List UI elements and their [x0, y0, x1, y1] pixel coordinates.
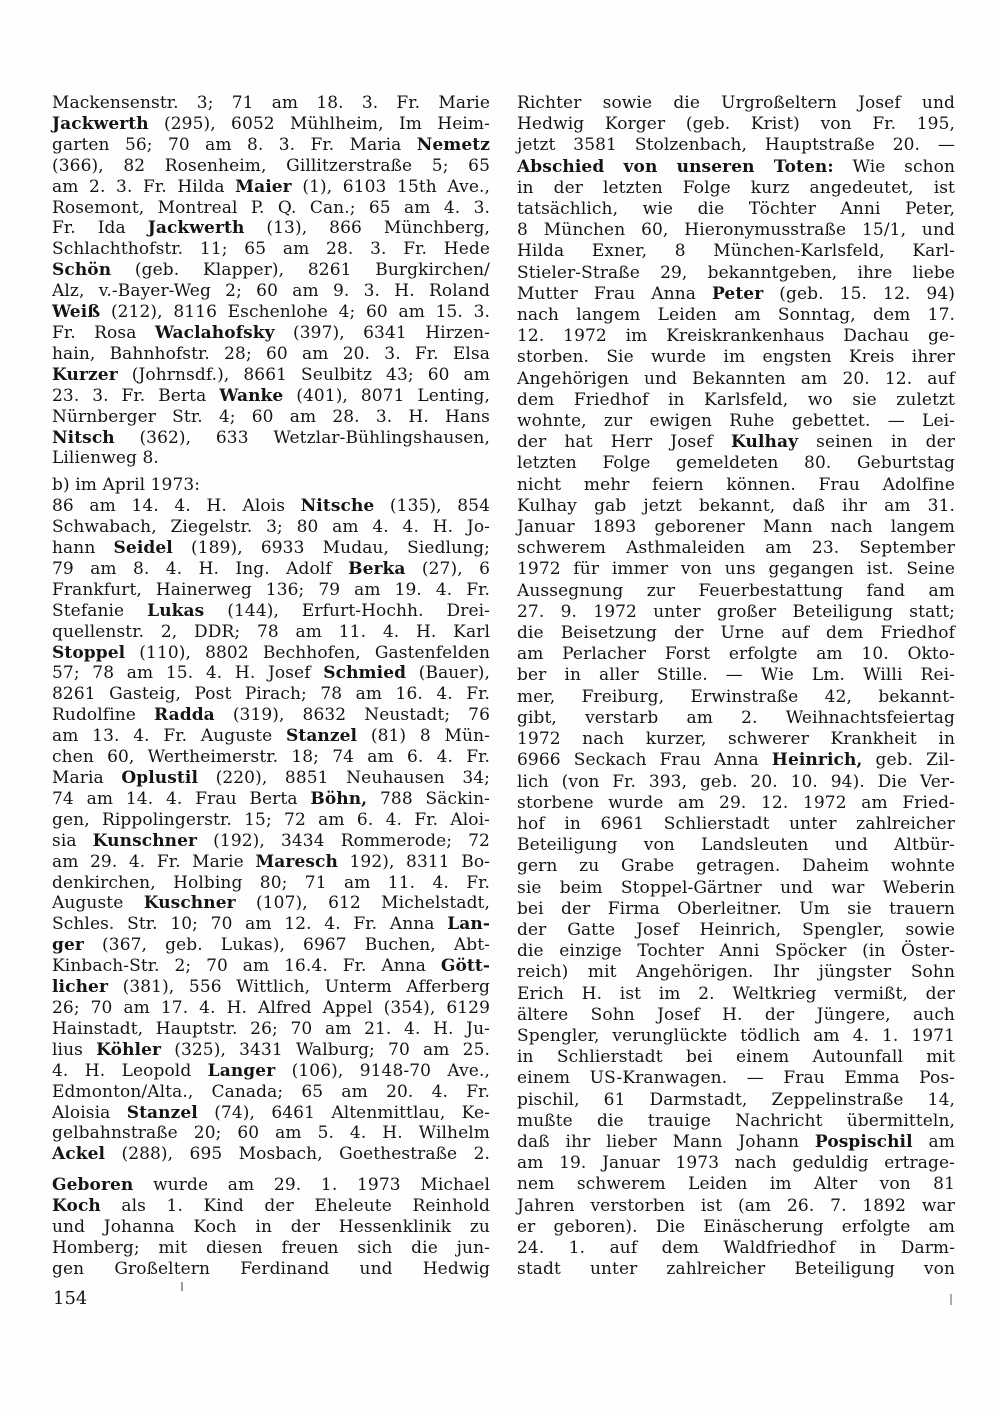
- text-line: Januar 1893 geborener Mann nach langem: [517, 517, 955, 538]
- text-line: lius Köhler (325), 3431 Walburg; 70 am 25.: [52, 1039, 491, 1060]
- text-line: Aussegnung zur Feuerbestattung fand am: [517, 580, 955, 601]
- text-line: Stoppel (110), 8802 Bechhofen, Gastenfelden: [52, 642, 490, 663]
- text-line: Spengler, verunglückte tödlich am 4. 1. 1971: [517, 1025, 955, 1046]
- text-line: jetzt 3581 Stolzenbach, Hauptstraße 20. —: [517, 135, 955, 156]
- text-line: Schlachthofstr. 11; 65 am 28. 3. Fr. Hede: [52, 239, 490, 260]
- text-line: der hat Herr Josef Kulhay seinen in der: [517, 432, 955, 453]
- text-line: Nürnberger Str. 4; 60 am 28. 3. H. Hans: [52, 406, 490, 427]
- text-line: am 29. 4. Fr. Marie Maresch 192), 8311 Bo-: [52, 851, 491, 872]
- text-line: Jahren verstorben ist (am 26. 7. 1892 war: [517, 1195, 955, 1216]
- text-line: Homberg; mit diesen freuen sich die jun-: [52, 1237, 490, 1258]
- text-line: Angehörigen und Bekannten am 20. 12. auf: [517, 368, 955, 389]
- text-line: nach langem Leiden am Sonntag, dem 17.: [517, 305, 955, 326]
- text-line: pischil, 61 Darmstadt, Zeppelinstraße 14,: [517, 1089, 955, 1110]
- text-line: Frankfurt, Hainerweg 136; 79 am 19. 4. Fr.: [52, 579, 490, 600]
- text-line: mußte die trauige Nachricht übermitteln,: [517, 1110, 955, 1131]
- text-line: Auguste Kuschner (107), 612 Michelstadt,: [52, 893, 490, 914]
- scan-artifact: [181, 1282, 183, 1291]
- text-line: Beteiligung von Landsleuten und Altbür-: [517, 835, 955, 856]
- text-line: Alz, v.-Bayer-Weg 2; 60 am 9. 3. H. Roland: [52, 281, 490, 302]
- text-line: wohnte, zur ewigen Ruhe gebettet. — Lei-: [517, 411, 955, 432]
- paragraph: [517, 93, 955, 1280]
- right-column: [517, 93, 955, 1280]
- text-line: Abschied von unseren Toten: Wie schon: [517, 156, 955, 177]
- text-line: Fr. Ida Jackwerth (13), 866 Münchberg,: [52, 218, 490, 239]
- text-line: Lilienweg 8.: [52, 448, 159, 469]
- text-line: Kinbach-Str. 2; 70 am 16.4. Fr. Anna Gött-: [52, 956, 490, 977]
- text-line: am 13. 4. Fr. Auguste Stanzel (81) 8 Mün-: [52, 726, 490, 747]
- text-line: storben. Sie wurde im engsten Kreis ihrer: [517, 347, 955, 368]
- text-line: Kulhay gab jetzt bekannt, daß ihr am 31.: [517, 495, 955, 516]
- left-column: [52, 93, 490, 1280]
- text-line: 8 München 60, Hieronymusstraße 15/1, und: [517, 220, 955, 241]
- text-line: Richter sowie die Urgroßeltern Josef und: [517, 93, 955, 113]
- text-line: 74 am 14. 4. Frau Berta Böhn, 788 Säckin-: [52, 788, 490, 809]
- text-line: nem schwerem Leiden im Alter von 81: [517, 1174, 955, 1195]
- text-line: Ackel (288), 695 Mosbach, Goethestraße 2.: [52, 1144, 490, 1165]
- text-line: gen, Rippolingerstr. 15; 72 am 6. 4. Fr. Aloi-: [52, 809, 490, 830]
- text-line: dem Friedhof in Karlsfeld, wo sie zuletzt: [517, 389, 955, 410]
- text-line: mer, Freiburg, Erwinstraße 42, bekannt-: [517, 686, 955, 707]
- text-line: die einzige Tochter Anni Spöcker (in Öster-: [517, 941, 955, 962]
- text-line: Hilda Exner, 8 München-Karlsfeld, Karl-: [517, 241, 955, 262]
- text-line: 6966 Seckach Frau Anna Heinrich, geb. Zil-: [517, 750, 955, 771]
- text-line: gern zu Grabe getragen. Daheim wohnte: [517, 856, 955, 877]
- text-line: hain, Bahnhofstr. 28; 60 am 20. 3. Fr. Elsa: [52, 343, 490, 364]
- text-line: Maria Oplustil (220), 8851 Neuhausen 34;: [52, 768, 490, 788]
- text-line: Fr. Rosa Waclahofsky (397), 6341 Hirzen-: [52, 322, 490, 343]
- text-line: Hedwig Korger (geb. Krist) von Fr. 195,: [517, 114, 955, 135]
- text-line: schwerem Asthmaleiden am 23. September: [517, 538, 955, 559]
- text-line: einem US-Kranwagen. — Frau Emma Pos-: [517, 1068, 955, 1089]
- text-line: denkirchen, Holbing 80; 71 am 11. 4. Fr.: [52, 872, 490, 893]
- text-line: bei der Firma Oberleitner. Um sie trauern: [517, 898, 955, 919]
- text-line: 26; 70 am 17. 4. H. Alfred Appel (354), 6129: [52, 997, 490, 1018]
- text-line: Rosemont, Montreal P. Q. Can.; 65 am 4. 3.: [52, 197, 490, 218]
- text-line: chen 60, Wertheimerstr. 18; 74 am 6. 4. Fr.: [52, 747, 490, 768]
- paragraph: [52, 93, 490, 469]
- text-line: sia Kunschner (192), 3434 Rommerode; 72: [52, 830, 490, 851]
- paragraph: [52, 496, 490, 1165]
- text-line: 24. 1. auf dem Waldfriedhof in Darm-: [517, 1237, 955, 1258]
- text-line: gen Großeltern Ferdinand und Hedwig: [52, 1258, 490, 1279]
- text-line: in der letzten Folge kurz angedeutet, ist: [517, 177, 955, 198]
- text-line: Koch als 1. Kind der Eheleute Reinhold: [52, 1196, 490, 1217]
- text-line: ger (367, geb. Lukas), 6967 Buchen, Abt-: [52, 935, 490, 956]
- text-line: Geboren wurde am 29. 1. 1973 Michael: [52, 1175, 490, 1196]
- text-line: Schles. Str. 10; 70 am 12. 4. Fr. Anna Lan-: [52, 914, 490, 935]
- text-line: Stefanie Lukas (144), Erfurt-Hochh. Drei-: [52, 600, 491, 621]
- text-line: Aloisia Stanzel (74), 6461 Altenmittlau, Ke-: [52, 1102, 490, 1123]
- text-line: b) im April 1973:: [52, 475, 201, 496]
- text-line: 86 am 14. 4. H. Alois Nitsche (135), 854: [52, 496, 490, 517]
- text-line: 79 am 8. 4. H. Ing. Adolf Berka (27), 6: [52, 558, 490, 579]
- text-line: daß ihr lieber Mann Johann Pospischil am: [517, 1131, 955, 1152]
- text-line: am 2. 3. Fr. Hilda Maier (1), 6103 15th Ave.,: [52, 176, 490, 197]
- text-line: storbene wurde am 29. 12. 1972 am Fried-: [517, 792, 955, 813]
- text-line: lich (von Fr. 393, geb. 20. 10. 94). Die Ver-: [517, 771, 955, 792]
- text-line: Hainstadt, Hauptstr. 26; 70 am 21. 4. H. Ju-: [52, 1018, 490, 1039]
- text-line: hof in 6961 Schlierstadt unter zahlreicher: [517, 813, 955, 834]
- text-line: 8261 Gasteig, Post Pirach; 78 am 16. 4. Fr.: [52, 684, 490, 705]
- text-line: Nitsch (362), 633 Wetzlar-Bühlingshausen,: [52, 427, 490, 448]
- text-line: reich) mit Angehörigen. Ihr jüngster Sohn: [517, 962, 955, 983]
- text-line: sie beim Stoppel-Gärtner und war Weberin: [517, 877, 955, 898]
- text-line: 27. 9. 1972 unter großer Beteiligung statt;: [517, 601, 955, 622]
- text-line: gibt, verstarb am 2. Weihnachtsfeiertag: [517, 707, 955, 728]
- text-line: ber in aller Stille. — Wie Lm. Willi Rei-: [517, 665, 955, 686]
- text-line: quellenstr. 2, DDR; 78 am 11. 4. H. Karl: [52, 621, 490, 642]
- text-line: 23. 3. Fr. Berta Wanke (401), 8071 Lenting,: [52, 385, 490, 406]
- text-line: letzten Folge gemeldeten 80. Geburtstag: [517, 453, 955, 474]
- text-line: nicht mehr feiern können. Frau Adolfine: [517, 474, 955, 495]
- text-line: am Perlacher Forst erfolgte am 10. Okto-: [517, 644, 955, 665]
- text-line: garten 56; 70 am 8. 3. Fr. Maria Nemetz: [52, 134, 490, 155]
- text-line: Weiß (212), 8116 Eschenlohe 4; 60 am 15. 3.: [52, 302, 490, 323]
- text-line: der Gatte Josef Heinrich, Spengler, sowie: [517, 919, 955, 940]
- text-line: Erich H. ist im 2. Weltkrieg vermißt, der: [517, 983, 955, 1004]
- paragraph: [52, 475, 490, 496]
- text-line: 1972 für immer von uns gegangen ist. Seine: [517, 559, 955, 580]
- text-line: (366), 82 Rosenheim, Gillitzerstraße 5; 65: [52, 155, 490, 176]
- text-line: 4. H. Leopold Langer (106), 9148-70 Ave.,: [52, 1060, 490, 1081]
- text-line: die Beisetzung der Urne auf dem Friedhof: [517, 623, 955, 644]
- text-line: Rudolfine Radda (319), 8632 Neustadt; 76: [52, 705, 490, 726]
- text-line: in Schlierstadt bei einem Autounfall mit: [517, 1047, 955, 1068]
- text-line: Mackensenstr. 3; 71 am 18. 3. Fr. Marie: [52, 93, 490, 113]
- page-number: 154: [53, 1288, 88, 1309]
- scan-artifact: [950, 1294, 952, 1305]
- text-line: Mutter Frau Anna Peter (geb. 15. 12. 94): [517, 283, 955, 304]
- text-line: Stieler-Straße 29, bekanntgeben, ihre liebe: [517, 262, 955, 283]
- text-line: stadt unter zahlreicher Beteiligung von: [517, 1259, 955, 1280]
- text-line: licher (381), 556 Wittlich, Unterm Afferberg: [52, 977, 490, 998]
- text-line: und Johanna Koch in der Hessenklinik zu: [52, 1217, 490, 1238]
- text-line: er geboren). Die Einäscherung erfolgte am: [517, 1216, 955, 1237]
- text-line: Kurzer (Johrnsdf.), 8661 Seulbitz 43; 60 am: [52, 364, 490, 385]
- text-line: 12. 1972 im Kreiskrankenhaus Dachau ge-: [517, 326, 955, 347]
- text-line: ältere Sohn Josef H. der Jüngere, auch: [517, 1004, 955, 1025]
- paragraph: [52, 1175, 490, 1280]
- text-line: 1972 nach kurzer, schwerer Krankheit in: [517, 729, 955, 750]
- text-line: gelbahnstraße 20; 60 am 5. 4. H. Wilhelm: [52, 1123, 490, 1144]
- text-line: am 19. Januar 1973 nach geduldig ertrage-: [517, 1153, 955, 1174]
- text-line: tatsächlich, wie die Töchter Anni Peter,: [517, 199, 955, 220]
- text-line: hann Seidel (189), 6933 Mudau, Siedlung;: [52, 538, 490, 559]
- text-line: Schwabach, Ziegelstr. 3; 80 am 4. 4. H. Jo-: [52, 517, 490, 538]
- text-line: Jackwerth (295), 6052 Mühlheim, Im Heim-: [52, 113, 490, 134]
- text-line: Edmonton/Alta., Canada; 65 am 20. 4. Fr.: [52, 1081, 490, 1102]
- text-line: 57; 78 am 15. 4. H. Josef Schmied (Bauer),: [52, 663, 490, 684]
- text-line: Schön (geb. Klapper), 8261 Burgkirchen/: [52, 260, 490, 281]
